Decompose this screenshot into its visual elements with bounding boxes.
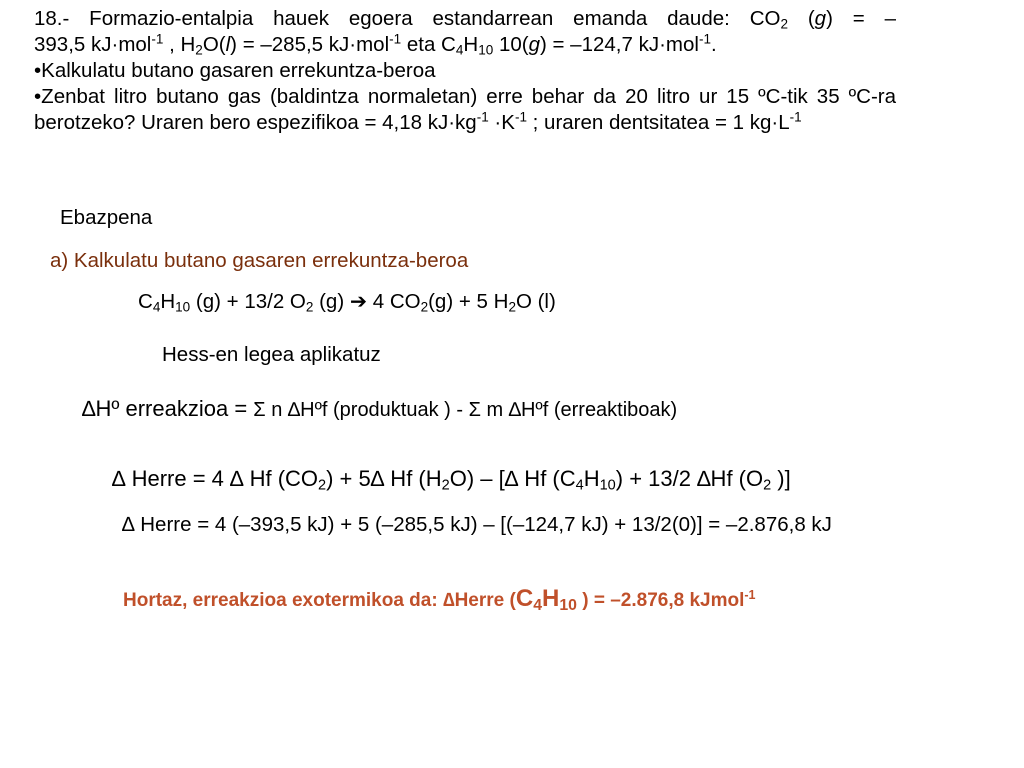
combustion-reaction: $C_4H_{10}$ (g) + 13/2 $O_2$ (g) ➔ 4 $CO_2(g) + 5$ $H_2O$ (l) [138, 290, 556, 315]
hess-law-label: Hess-en legea aplikatuz [162, 343, 381, 366]
solution-heading: Ebazpena [60, 206, 153, 229]
step-a-heading: a) Kalkulatu butano gasaren errekuntza-beroa [50, 249, 469, 272]
reaction-arrow-icon: ➔ [349, 290, 368, 313]
bullet-combustion-heat: •Kalkulatu butano gasaren errekuntza-beroa [34, 59, 436, 82]
combustion-enthalpy-equation: ∆ Herre = 4 ∆ Hf $(CO_2) + 5\Delta$ Hf $(H_2O)$ – [∆ Hf $(C_4H_{10}) + 13/2$ ∆Hf ($O_2$ )] [112, 466, 791, 494]
general-enthalpy-equation: ∆Hº erreakzioa = Σ n ∆Hºf (produktuak ) - Σ m ∆Hºf (erreaktiboak) [82, 396, 678, 421]
numeric-enthalpy-equation: ∆ Herre = 4 (–393,5 kJ) + 5 (–285,5 kJ) – [(–124,7 kJ) + 13/2(0)] = –2.876,8 kJ [122, 513, 832, 536]
problem-statement [34, 6, 896, 136]
conclusion-statement: Hortaz, erreakzioa exotermikoa da: ∆Herre ($C_4H_{10}$ ) = –2.876,8 kJmol$^{-1}$ [123, 585, 756, 614]
problem-line-2: 393,5 kJ·mol$^{-1}$ , $H_2O(l) = -285,5$ kJ·mol$^{-1}$ eta $C_4H_{10}$ 10(g) = –124,7 kJ·mol$^{-1}$. [34, 31, 717, 58]
problem-line-1: 18.- Formazio-entalpia hauek egoera estandarrean emanda daude: $CO_2$ (g) = – [34, 7, 896, 32]
bullet-butane-volume: •Zenbat litro butano gas (baldintza normaletan) erre behar da 20 litro ur 15 ºC-tik 35 ºC-ra berotzeko? Uraren bero espezifikoa = 4,18 $kJ\cdot kg^{-1} \cdot K^{-1}$ ; uraren dentsitatea = 1 $kg\cdot L^{-1}$ [34, 85, 896, 134]
